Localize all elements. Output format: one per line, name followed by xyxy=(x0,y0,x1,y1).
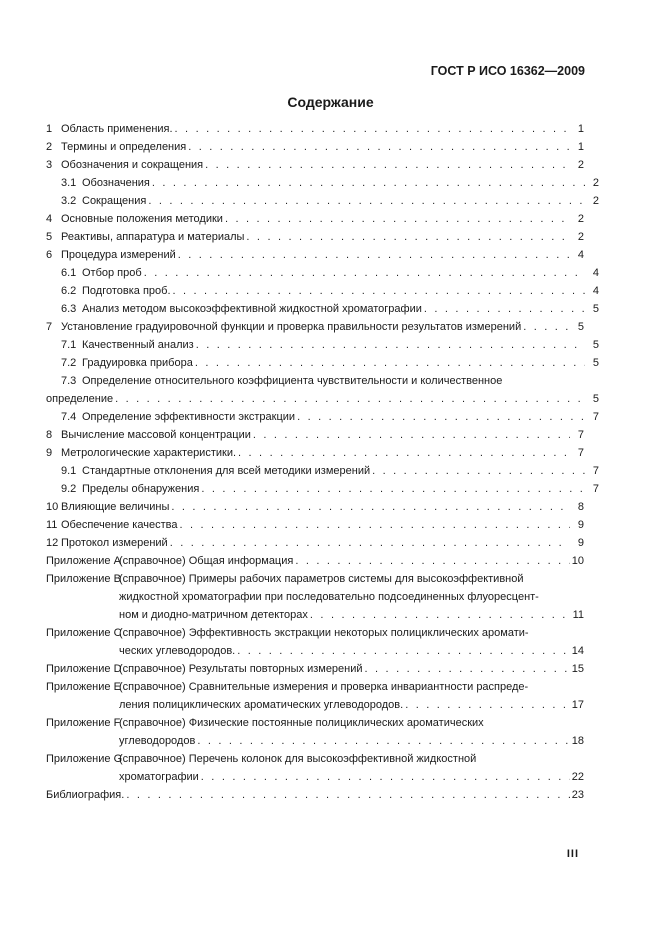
toc-entry-text: Определение относительного коэффициента чувствительности и количественное xyxy=(82,375,503,387)
toc-entry-bibliography[interactable] xyxy=(46,786,584,804)
toc-entry-text: Анализ методом высокоэффективной жидкостной хроматографии xyxy=(82,303,422,315)
leader-dots xyxy=(197,732,569,750)
toc-entry-text: Процедура измерений xyxy=(61,249,176,261)
leader-dots xyxy=(205,156,570,174)
toc-entry-page: 4 xyxy=(592,267,599,279)
leader-dots xyxy=(237,642,570,660)
toc-entry-number: 9 xyxy=(46,447,53,459)
toc-entry-text: Влияющие величины xyxy=(61,501,170,513)
toc-entry-text: Сокращения xyxy=(82,195,147,207)
toc-entry-page: 2 xyxy=(577,231,584,243)
leader-dots xyxy=(179,516,570,534)
toc-appendices xyxy=(46,552,584,786)
leader-dots xyxy=(173,282,586,300)
toc-entry[interactable] xyxy=(46,462,599,480)
leader-dots xyxy=(365,660,570,678)
toc-entry-text: Стандартные отклонения для всей методики измерений xyxy=(82,465,371,477)
toc-entry-page: 5 xyxy=(592,393,599,405)
toc-entry-number: 2 xyxy=(46,141,53,153)
toc-entry[interactable] xyxy=(46,408,599,426)
toc-entry-number: 7.2 xyxy=(61,357,77,369)
toc-entry-page: 23 xyxy=(571,789,584,801)
toc-main-sections xyxy=(46,120,599,552)
toc-entry[interactable] xyxy=(46,282,599,300)
toc-entry-text: Обеспечение качества xyxy=(61,519,178,531)
toc-entry-text: Градуировка прибора xyxy=(82,357,193,369)
toc-entry-page: 2 xyxy=(592,195,599,207)
appendix-label: Приложение D xyxy=(46,663,122,675)
toc-entry[interactable] xyxy=(46,498,584,516)
toc-entry[interactable] xyxy=(46,246,584,264)
appendix-title-line: жидкостной хроматографии при последовательно подсоединенных флуоресцент- xyxy=(119,591,539,603)
appendix-title-line: ном и диодно-матричном детекторах xyxy=(119,609,308,621)
toc-entry-text: Протокол измерений xyxy=(61,537,168,549)
page-folio: III xyxy=(566,848,579,860)
toc-entry-text: Подготовка проб. xyxy=(82,285,171,297)
toc-entry-page: 5 xyxy=(592,339,599,351)
appendix-title-line: (справочное) Физические постоянные полициклических ароматических xyxy=(119,717,484,729)
leader-dots xyxy=(201,768,570,786)
leader-dots xyxy=(424,300,585,318)
toc-entry-page: 7 xyxy=(577,447,584,459)
leader-dots xyxy=(126,786,569,804)
toc-entry-text: Установление градуировочной функции и проверка правильности результатов измерений xyxy=(61,321,522,333)
leader-dots xyxy=(201,480,585,498)
toc-entry-number: 8 xyxy=(46,429,53,441)
toc-entry-page: 5 xyxy=(592,357,599,369)
appendix-title-line: (справочное) Эффективность экстракции некоторых полициклических аромати- xyxy=(119,627,529,639)
leader-dots xyxy=(178,246,570,264)
toc-entry-text: Обозначения xyxy=(82,177,150,189)
leader-dots xyxy=(372,462,585,480)
leader-dots xyxy=(253,426,570,444)
appendix-title-line: (справочное) Сравнительные измерения и проверка инвариантности распреде- xyxy=(119,681,529,693)
toc-entry[interactable] xyxy=(46,300,599,318)
toc-entry-page: 10 xyxy=(571,555,584,567)
toc-entry-page: 9 xyxy=(577,519,584,531)
toc-entry-appendix[interactable] xyxy=(46,678,584,714)
leader-dots xyxy=(148,192,585,210)
toc-entry[interactable] xyxy=(46,192,599,210)
toc-entry-page: 5 xyxy=(577,321,584,333)
appendix-title-line: хроматографии xyxy=(119,771,199,783)
toc-entry[interactable] xyxy=(46,444,584,462)
toc-entry[interactable] xyxy=(46,174,599,192)
toc-entry-number: 12 xyxy=(46,537,59,549)
toc-entry-appendix[interactable] xyxy=(46,660,584,678)
toc-entry[interactable] xyxy=(46,120,584,138)
leader-dots xyxy=(310,606,570,624)
appendix-label: Приложение G xyxy=(46,753,123,765)
toc-entry-page: 14 xyxy=(571,645,584,657)
leader-dots xyxy=(175,120,570,138)
appendix-label: Приложение F xyxy=(46,717,121,729)
toc-entry-page: 22 xyxy=(571,771,584,783)
toc-entry-page: 1 xyxy=(577,123,584,135)
appendix-title-line: ческих углеводородов. xyxy=(119,645,236,657)
toc-entry[interactable] xyxy=(46,156,584,174)
toc-entry-page: 7 xyxy=(592,465,599,477)
toc-entry-appendix[interactable] xyxy=(46,570,584,624)
appendix-title-line: ления полициклических ароматических углеводородов. xyxy=(119,699,404,711)
toc-entry[interactable] xyxy=(46,210,584,228)
appendix-title-line: углеводородов xyxy=(119,735,196,747)
toc-entry-text: Термины и определения xyxy=(61,141,187,153)
toc-entry-number: 7.4 xyxy=(61,411,77,423)
leader-dots xyxy=(225,210,570,228)
page-title: Содержание xyxy=(287,94,374,110)
toc-entry[interactable] xyxy=(46,264,599,282)
toc-entry[interactable] xyxy=(46,336,599,354)
toc-entry-page: 5 xyxy=(592,303,599,315)
leader-dots xyxy=(297,408,585,426)
toc-entry[interactable] xyxy=(46,138,584,156)
toc-entry-number: 1 xyxy=(46,123,53,135)
toc-entry-page: 2 xyxy=(577,159,584,171)
toc-entry-text: Отбор проб xyxy=(82,267,142,279)
toc-entry-text: Определение эффективности экстракции xyxy=(82,411,296,423)
appendix-title-line: (справочное) Примеры рабочих параметров системы для высокоэффективной xyxy=(119,573,524,585)
toc-entry[interactable] xyxy=(46,354,599,372)
leader-dots xyxy=(405,696,570,714)
leader-dots xyxy=(195,354,585,372)
toc-entry-page: 7 xyxy=(592,483,599,495)
toc-entry-number: 3.2 xyxy=(61,195,77,207)
toc-entry-page: 8 xyxy=(577,501,584,513)
appendix-label: Приложение В xyxy=(46,573,121,585)
toc-entry-number: 6.3 xyxy=(61,303,77,315)
leader-dots xyxy=(188,138,570,156)
leader-dots xyxy=(144,264,585,282)
appendix-label: Приложение Е xyxy=(46,681,121,693)
table-of-contents xyxy=(46,120,599,804)
toc-entry-page: 17 xyxy=(571,699,584,711)
toc-entry-appendix[interactable] xyxy=(46,624,584,660)
appendix-label: Приложение А xyxy=(46,555,121,567)
leader-dots xyxy=(152,174,585,192)
toc-entry-number: 4 xyxy=(46,213,53,225)
toc-entry-page: 7 xyxy=(592,411,599,423)
toc-entry[interactable] xyxy=(46,318,584,336)
toc-entry-page: 4 xyxy=(577,249,584,261)
leader-dots xyxy=(171,498,570,516)
toc-entry-number: 9.1 xyxy=(61,465,77,477)
toc-entry-appendix[interactable] xyxy=(46,750,584,786)
standard-designation: ГОСТ Р ИСО 16362—2009 xyxy=(430,64,585,78)
toc-entry-number: 9.2 xyxy=(61,483,77,495)
leader-dots xyxy=(295,552,569,570)
appendix-title-line: (справочное) Результаты повторных измерений xyxy=(119,663,363,675)
toc-entry-number: 7.3 xyxy=(61,375,77,387)
toc-entry[interactable] xyxy=(46,228,584,246)
appendix-label: Приложение С xyxy=(46,627,122,639)
toc-entry-text: Библиография. xyxy=(46,789,125,801)
leader-dots xyxy=(170,534,570,552)
toc-entry-text: Область применения. xyxy=(61,123,173,135)
toc-entry-page: 18 xyxy=(571,735,584,747)
toc-entry-number: 7 xyxy=(46,321,53,333)
leader-dots xyxy=(196,336,585,354)
toc-entry-page: 9 xyxy=(577,537,584,549)
toc-entry[interactable] xyxy=(46,534,584,552)
appendix-title-line: (справочное) Общая информация xyxy=(119,555,294,567)
toc-entry-page: 7 xyxy=(577,429,584,441)
toc-entry-page: 4 xyxy=(592,285,599,297)
toc-entry[interactable] xyxy=(46,516,584,534)
appendix-title-line: (справочное) Перечень колонок для высокоэффективной жидкостной xyxy=(119,753,477,765)
toc-entry-appendix[interactable] xyxy=(46,714,584,750)
toc-entry[interactable] xyxy=(46,426,584,444)
toc-entry[interactable] xyxy=(46,480,599,498)
toc-entry-number: 11 xyxy=(46,519,58,531)
toc-entry-text: Реактивы, аппаратура и материалы xyxy=(61,231,245,243)
toc-entry-text: Обозначения и сокращения xyxy=(61,159,204,171)
toc-entry-text: Вычисление массовой концентрации xyxy=(61,429,251,441)
leader-dots xyxy=(523,318,570,336)
toc-entry-number: 10 xyxy=(46,501,59,513)
toc-entry-text: Основные положения методики xyxy=(61,213,223,225)
toc-entry-number: 6 xyxy=(46,249,53,261)
leader-dots xyxy=(246,228,570,246)
toc-entry-page: 1 xyxy=(577,141,584,153)
toc-entry-appendix[interactable] xyxy=(46,552,584,570)
toc-entry-text: Пределы обнаружения xyxy=(82,483,200,495)
toc-entry-text: Качественный анализ xyxy=(82,339,194,351)
toc-entry-number: 5 xyxy=(46,231,53,243)
toc-entry-number: 3.1 xyxy=(61,177,77,189)
toc-entry-page: 2 xyxy=(577,213,584,225)
toc-entry-number: 6.1 xyxy=(61,267,77,279)
toc-entry-number: 6.2 xyxy=(61,285,77,297)
toc-entry-page: 2 xyxy=(592,177,599,189)
toc-entry-page: 15 xyxy=(571,663,584,675)
leader-dots xyxy=(238,444,570,462)
leader-dots xyxy=(115,390,585,408)
toc-entry-page: 11 xyxy=(572,609,584,621)
toc-entry-text-continued: определение xyxy=(46,393,114,405)
toc-entry[interactable] xyxy=(46,372,599,408)
toc-entry-text: Метрологические характеристики. xyxy=(61,447,237,459)
toc-entry-number: 3 xyxy=(46,159,53,171)
toc-entry-number: 7.1 xyxy=(61,339,77,351)
